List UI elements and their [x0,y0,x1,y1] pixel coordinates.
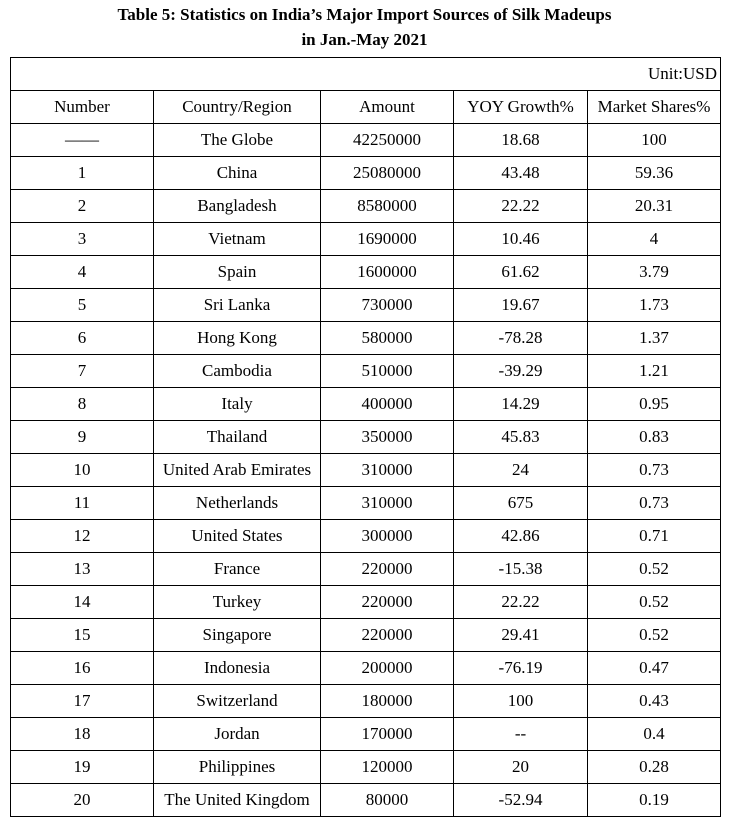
table-row [11,289,721,322]
table-row [11,685,721,718]
cell-country: France [154,553,321,586]
cell-country: Vietnam [154,223,321,256]
cell-number: 19 [11,751,154,784]
cell-country: Singapore [154,619,321,652]
cell-number: 13 [11,553,154,586]
cell-growth: 20 [454,751,588,784]
cell-growth: 29.41 [454,619,588,652]
table-row [11,586,721,619]
cell-number: 8 [11,388,154,421]
cell-amount: 510000 [321,355,454,388]
cell-amount: 180000 [321,685,454,718]
unit-label: Unit:USD [11,58,721,91]
unit-row [11,58,721,91]
table-row [11,223,721,256]
cell-growth: 43.48 [454,157,588,190]
cell-amount: 400000 [321,388,454,421]
cell-country: Turkey [154,586,321,619]
cell-country: Spain [154,256,321,289]
table-row [11,421,721,454]
column-header-growth: YOY Growth% [454,91,588,124]
cell-growth: 61.62 [454,256,588,289]
cell-country: Italy [154,388,321,421]
table-row [11,784,721,817]
cell-country: Sri Lanka [154,289,321,322]
table-body [11,124,721,817]
cell-share: 59.36 [588,157,721,190]
cell-growth: -76.19 [454,652,588,685]
table-row [11,619,721,652]
cell-growth: 18.68 [454,124,588,157]
cell-growth: -15.38 [454,553,588,586]
cell-share: 4 [588,223,721,256]
cell-share: 0.47 [588,652,721,685]
cell-amount: 1690000 [321,223,454,256]
table-row [11,322,721,355]
cell-country: Bangladesh [154,190,321,223]
table-row [11,718,721,751]
table-row [11,388,721,421]
table-row [11,652,721,685]
column-header-amount: Amount [321,91,454,124]
cell-amount: 730000 [321,289,454,322]
cell-growth: -52.94 [454,784,588,817]
cell-amount: 25080000 [321,157,454,190]
cell-amount: 580000 [321,322,454,355]
cell-country: United Arab Emirates [154,454,321,487]
table-row [11,553,721,586]
table-row [11,124,721,157]
cell-number: 5 [11,289,154,322]
cell-country: United States [154,520,321,553]
cell-number: 3 [11,223,154,256]
cell-growth: 14.29 [454,388,588,421]
cell-amount: 310000 [321,454,454,487]
cell-amount: 8580000 [321,190,454,223]
cell-number: 2 [11,190,154,223]
cell-country: Jordan [154,718,321,751]
table-title [0,2,729,52]
cell-share: 0.52 [588,586,721,619]
cell-share: 3.79 [588,256,721,289]
cell-country: Indonesia [154,652,321,685]
column-header-share: Market Shares% [588,91,721,124]
cell-share: 1.21 [588,355,721,388]
cell-share: 1.73 [588,289,721,322]
cell-amount: 220000 [321,553,454,586]
cell-number: 7 [11,355,154,388]
column-header-country: Country/Region [154,91,321,124]
cell-growth: 45.83 [454,421,588,454]
cell-amount: 1600000 [321,256,454,289]
cell-number: 18 [11,718,154,751]
cell-share: 0.52 [588,553,721,586]
cell-amount: 170000 [321,718,454,751]
table-row [11,751,721,784]
import-sources-table [10,57,721,817]
table-title-line-2: in Jan.-May 2021 [301,30,428,49]
cell-share: 1.37 [588,322,721,355]
cell-amount: 350000 [321,421,454,454]
cell-share: 20.31 [588,190,721,223]
cell-number: 20 [11,784,154,817]
table-row [11,454,721,487]
table-title-line-1: Table 5: Statistics on India’s Major Import Sources of Silk Madeups [117,5,612,24]
cell-share: 0.52 [588,619,721,652]
cell-number: 17 [11,685,154,718]
cell-share: 0.28 [588,751,721,784]
cell-amount: 220000 [321,619,454,652]
cell-growth: 42.86 [454,520,588,553]
cell-amount: 220000 [321,586,454,619]
cell-share: 0.95 [588,388,721,421]
cell-number: 16 [11,652,154,685]
cell-country: The Globe [154,124,321,157]
cell-share: 0.71 [588,520,721,553]
cell-growth: 675 [454,487,588,520]
cell-number: 14 [11,586,154,619]
cell-number: 4 [11,256,154,289]
table-row [11,355,721,388]
cell-number: 12 [11,520,154,553]
cell-country: China [154,157,321,190]
cell-share: 0.73 [588,487,721,520]
cell-amount: 42250000 [321,124,454,157]
cell-share: 0.73 [588,454,721,487]
table-row [11,157,721,190]
cell-number: 11 [11,487,154,520]
cell-country: Thailand [154,421,321,454]
cell-amount: 310000 [321,487,454,520]
cell-country: The United Kingdom [154,784,321,817]
cell-share: 100 [588,124,721,157]
cell-growth: 100 [454,685,588,718]
cell-country: Cambodia [154,355,321,388]
table-row [11,520,721,553]
cell-number: 10 [11,454,154,487]
cell-growth: 22.22 [454,586,588,619]
cell-country: Philippines [154,751,321,784]
cell-growth: -39.29 [454,355,588,388]
cell-amount: 120000 [321,751,454,784]
cell-amount: 80000 [321,784,454,817]
cell-growth: 22.22 [454,190,588,223]
cell-country: Netherlands [154,487,321,520]
cell-growth: 24 [454,454,588,487]
column-header-number: Number [11,91,154,124]
cell-share: 0.19 [588,784,721,817]
table-row [11,190,721,223]
cell-growth: 19.67 [454,289,588,322]
cell-growth: -- [454,718,588,751]
cell-amount: 300000 [321,520,454,553]
cell-country: Hong Kong [154,322,321,355]
cell-share: 0.83 [588,421,721,454]
cell-share: 0.43 [588,685,721,718]
table-row [11,256,721,289]
cell-number: 1 [11,157,154,190]
cell-number: —— [11,124,154,157]
cell-number: 9 [11,421,154,454]
cell-number: 6 [11,322,154,355]
cell-country: Switzerland [154,685,321,718]
table-row [11,487,721,520]
cell-growth: -78.28 [454,322,588,355]
cell-growth: 10.46 [454,223,588,256]
cell-amount: 200000 [321,652,454,685]
cell-number: 15 [11,619,154,652]
header-row [11,91,721,124]
cell-share: 0.4 [588,718,721,751]
